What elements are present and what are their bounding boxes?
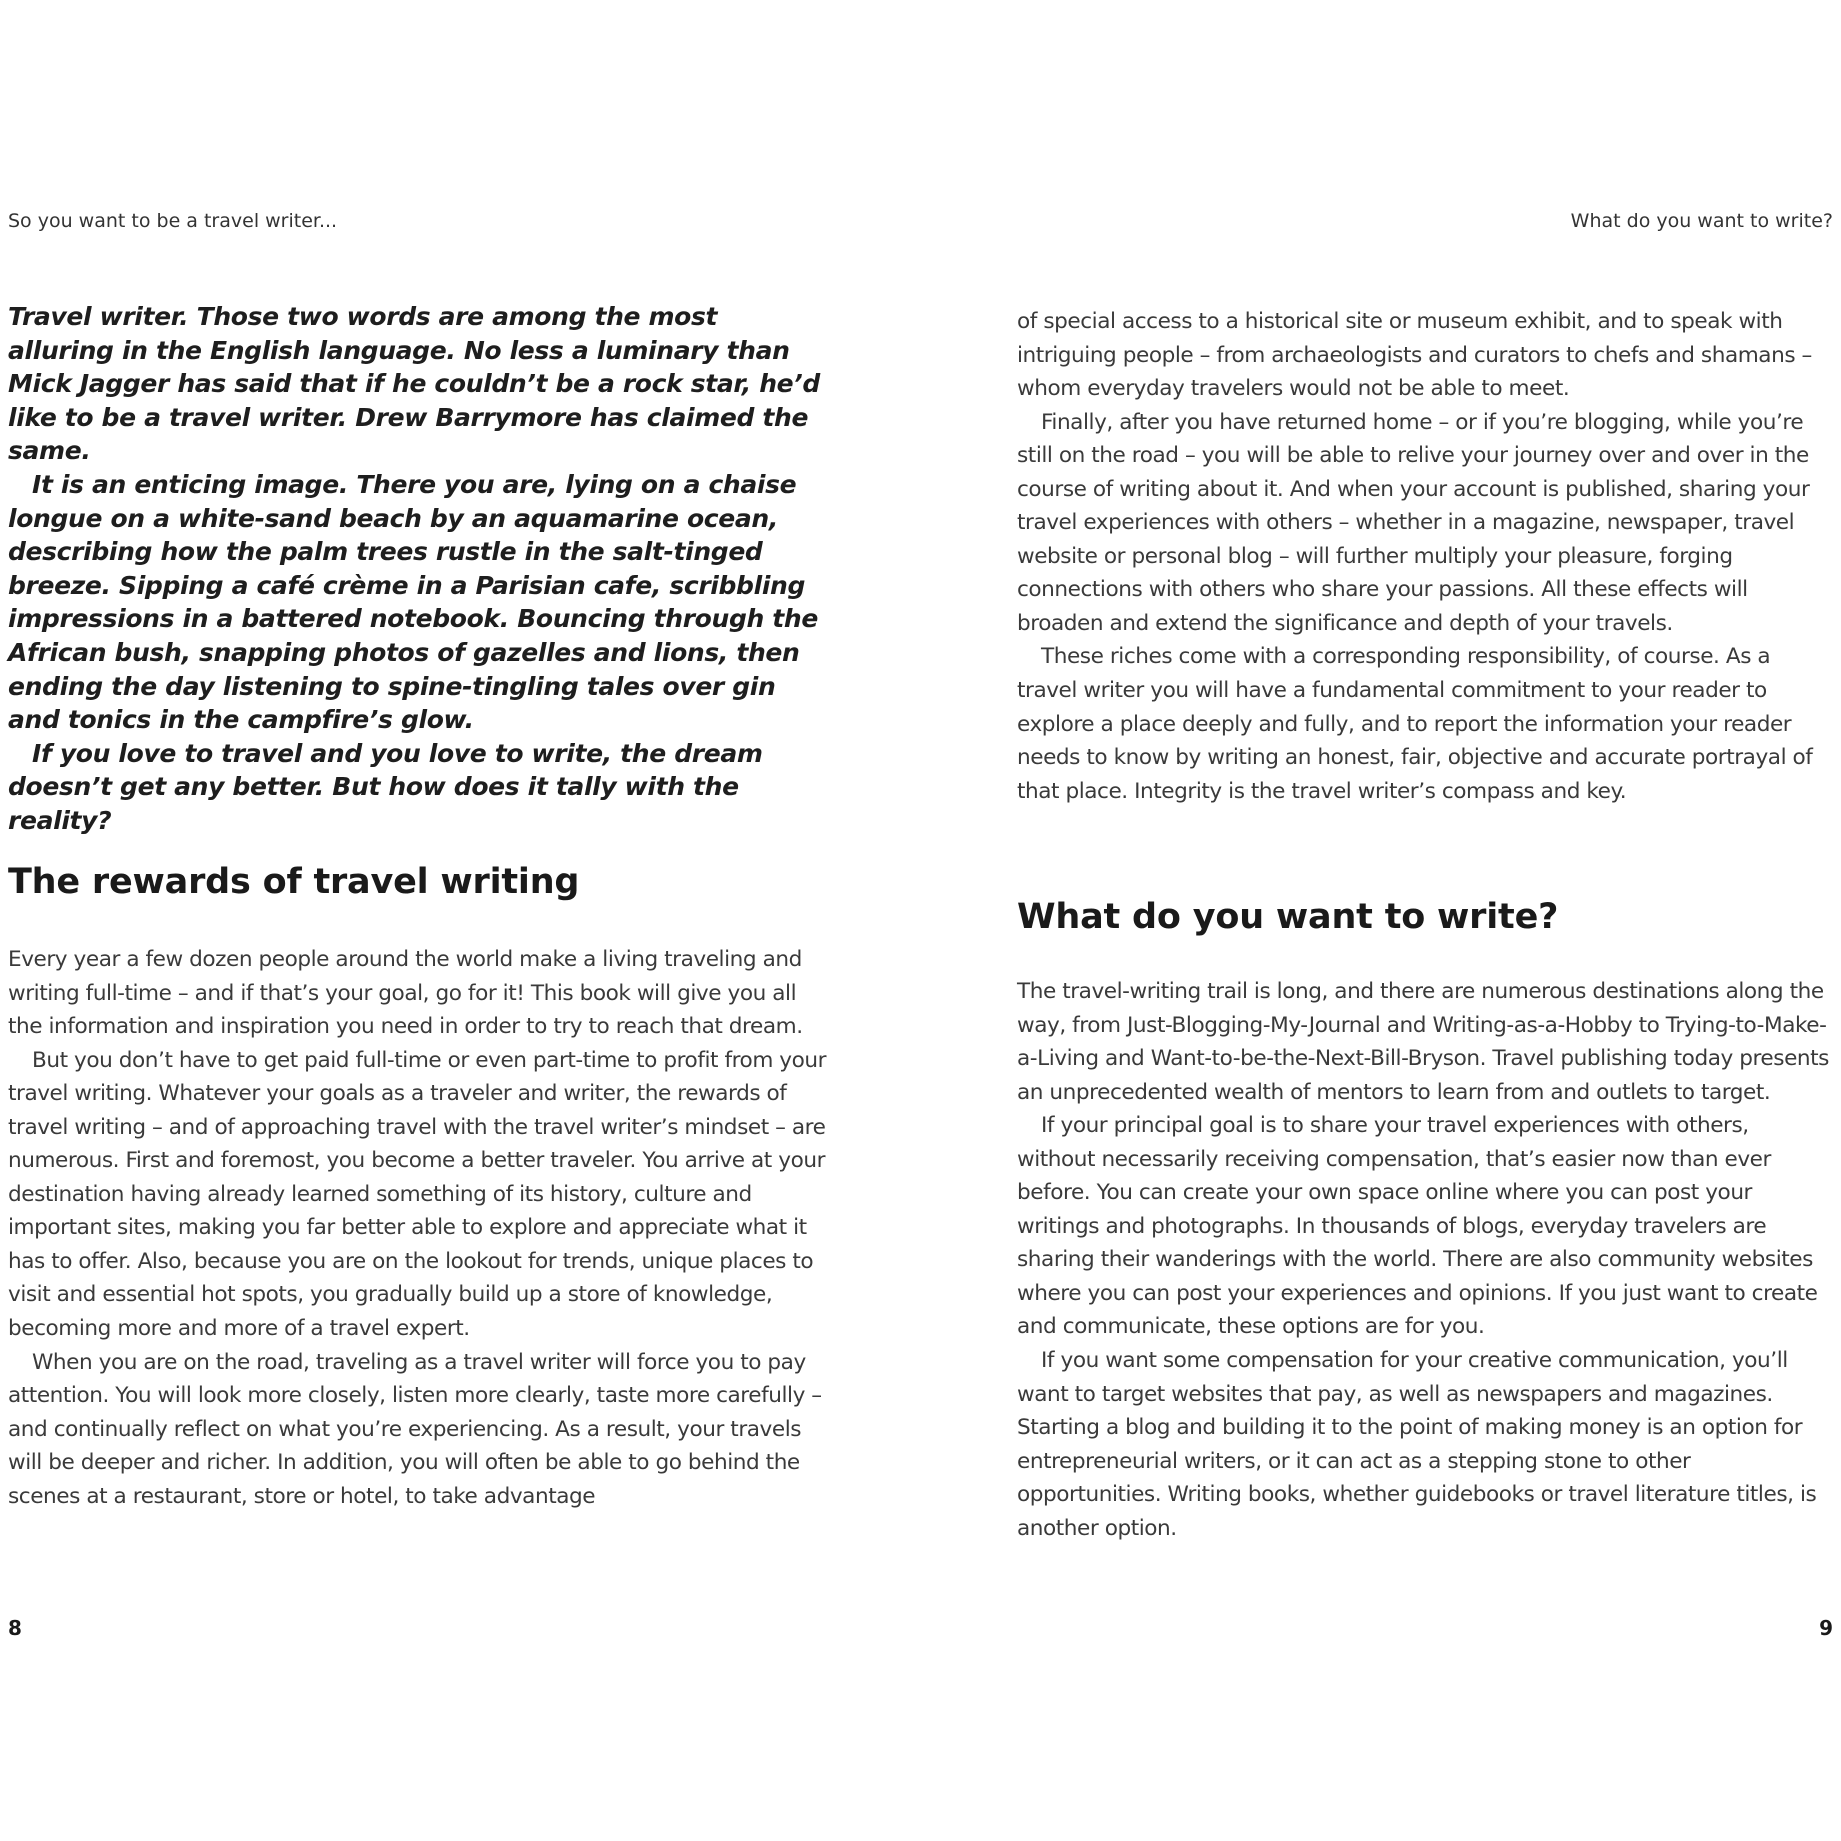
body-paragraph: But you don’t have to get paid full-time or even part-time to profit from your travel writing. Whatever your goals as a traveler and writer, the rewards of travel writing – and of approaching travel with the travel writer’s mindset – are numerous. First and foremost, you become a better traveler. You arrive at your destination having already learned something of its history, culture and important sites, making you far better able to explore and appreciate what it has to offer. Also, because you are on the lookout for trends, unique places to visit and essential hot spots, you gradually build up a store of knowledge, becoming more and more of a travel expert. (8, 1047, 827, 1342)
right-running-head: What do you want to write? (1570, 210, 1833, 232)
intro-paragraph: Travel writer. Those two words are among the most alluring in the English language. No less a luminary than Mick Jagger has said that if he couldn’t be a rock star, he’d like to be a travel writer. Drew Barrymore has claimed the same. (8, 302, 820, 466)
body-paragraph: Every year a few dozen people around the world make a living traveling and writing full-time – and if that’s your goal, go for it! This book will give you all the information and inspiration you need in order to try to reach that dream. (8, 947, 803, 1040)
intro-paragraph: It is an enticing image. There you are, lying on a chaise longue on a white-sand beach by an aquamarine ocean, describing how the palm trees rustle in the salt-tinged breeze. Sipping a café crème in a Parisian cafe, scribbling impressions in a battered notebook. Bouncing through the African bush, snapping photos of gazelles and lions, then ending the day listening to spine-tingling tales over gin and tonics in the campfire’s glow. (8, 469, 818, 735)
body-paragraph: When you are on the road, traveling as a travel writer will force you to pay attention. You will look more closely, listen more clearly, taste more carefully – and continually reflect on what you’re experiencing. As a result, your travels will be deeper and richer. In addition, you will often be able to go behind the scenes at a restaurant, store or hotel, to take advantage (8, 1349, 822, 1509)
page-number-right: 9 (1819, 1616, 1833, 1640)
continued-body-text (1017, 305, 1833, 808)
section-heading-rewards: The rewards of travel writing (8, 862, 580, 902)
rewards-body-text (8, 943, 830, 1513)
what-to-write-body-text (1017, 975, 1833, 1545)
body-paragraph: If you want some compensation for your creative communication, you’ll want to target websites that pay, as well as newspapers and magazines. Starting a blog and building it to the point of making money is an option for entrepreneurial writers, or it can act as a stepping stone to other opportunities. Writing books, whether guidebooks or travel literature titles, is another option. (1017, 1348, 1817, 1541)
section-heading-what-to-write: What do you want to write? (1017, 897, 1559, 937)
body-paragraph: of special access to a historical site or museum exhibit, and to speak with intriguing people – from archaeologists and curators to chefs and shamans – whom everyday travelers would not be able to meet. (1017, 309, 1812, 402)
body-paragraph: The travel-writing trail is long, and there are numerous destinations along the way, from Just-Blogging-My-Journal and Writing-as-a-Hobby to Trying-to-Make-a-Living and Want-to-be-the-Next-Bill-Bryson. Travel publishing today presents an unprecedented wealth of mentors to learn from and outlets to target. (1017, 979, 1829, 1105)
body-paragraph: These riches come with a corresponding responsibility, of course. As a travel writer you will have a fundamental commitment to your reader to explore a place deeply and fully, and to report the information your reader needs to know by writing an honest, fair, objective and accurate portrayal of that place. Integrity is the travel writer’s compass and key. (1017, 644, 1813, 804)
intro-paragraph: If you love to travel and you love to write, the dream doesn’t get any better. But how does it tally with the reality? (8, 738, 763, 835)
body-paragraph: Finally, after you have returned home – or if you’re blogging, while you’re still on the road – you will be able to relive your journey over and over in the course of writing about it. And when your account is published, sharing your travel experiences with others – whether in a magazine, newspaper, travel website or personal blog – will further multiply your pleasure, forging connections with others who share your passions. All these effects will broaden and extend the significance and depth of your travels. (1017, 409, 1810, 636)
body-paragraph: If your principal goal is to share your travel experiences with others, without necessarily receiving compensation, that’s easier now than ever before. You can create your own space online where you can post your writings and photographs. In thousands of blogs, everyday travelers are sharing their wanderings with the world. There are also community websites where you can post your experiences and opinions. If you just want to create and communicate, these options are for you. (1017, 1113, 1818, 1340)
page-number-left: 8 (8, 1616, 22, 1640)
left-running-head: So you want to be a travel writer... (8, 210, 338, 232)
intro-text (8, 300, 830, 838)
